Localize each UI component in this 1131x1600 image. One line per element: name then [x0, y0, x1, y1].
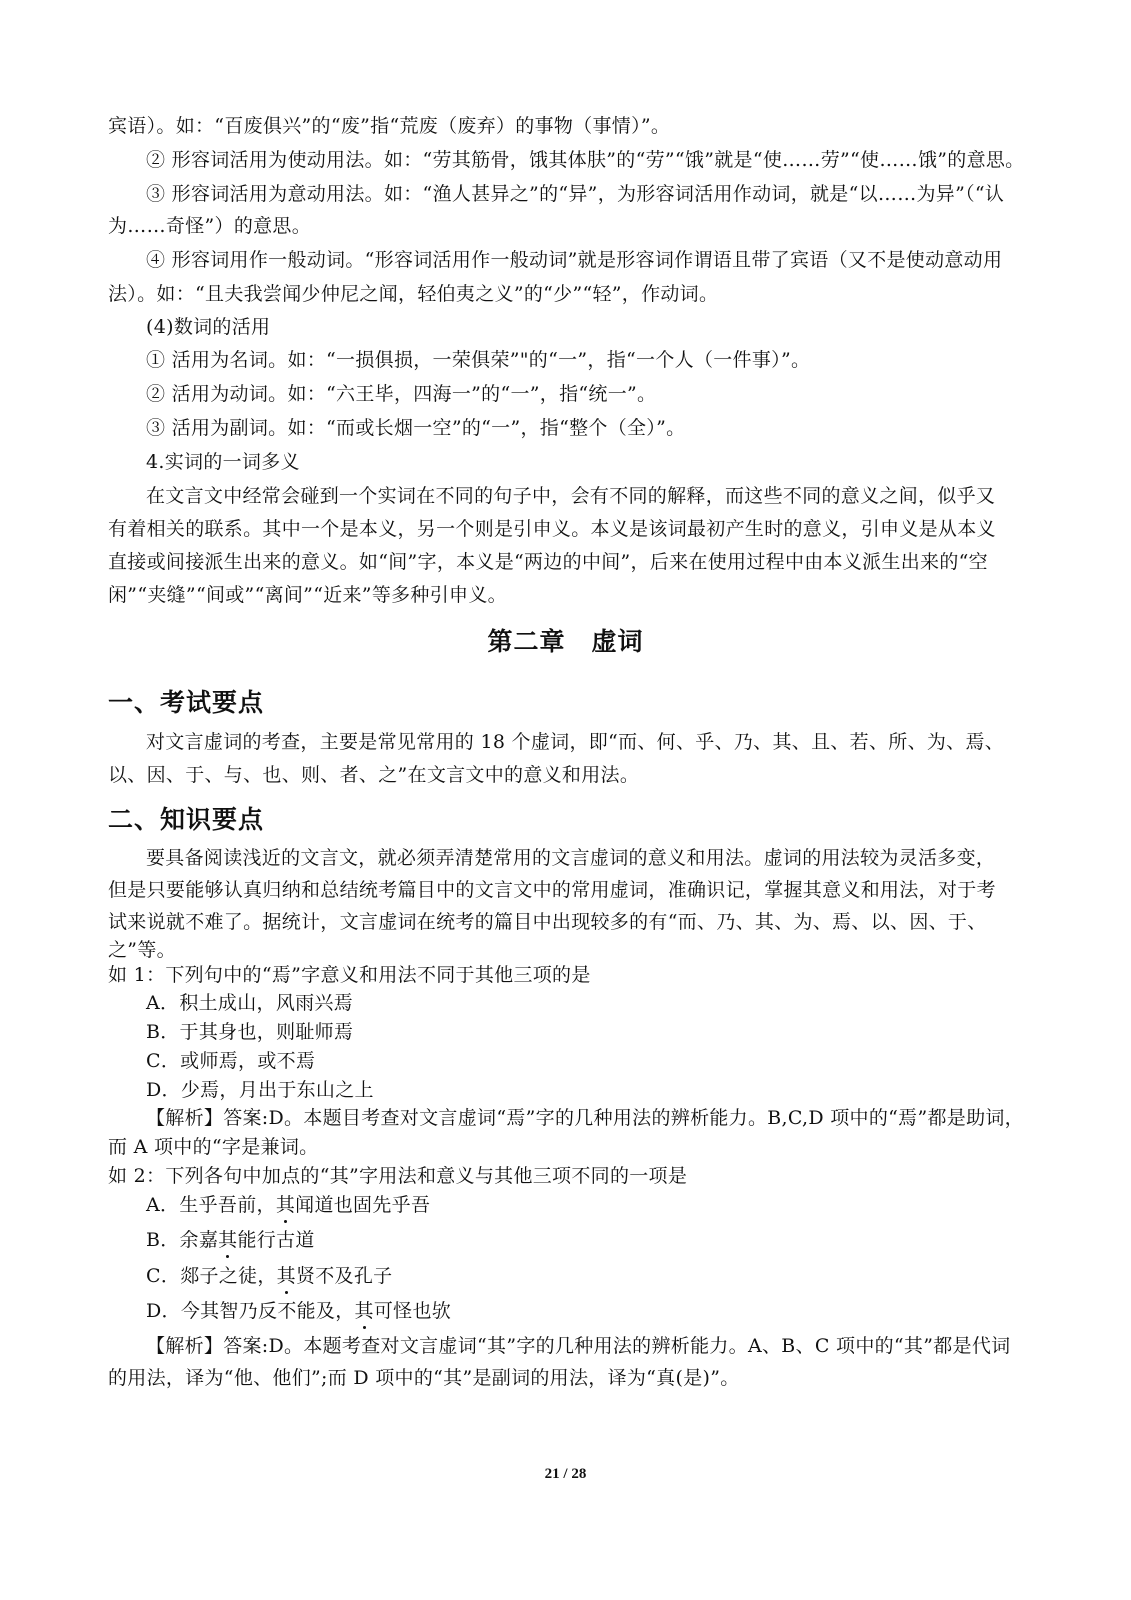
section-heading: 一、考试要点: [108, 688, 265, 717]
text-line: 试来说就不难了。据统计，文言虚词在统考的篇目中出现较多的有“而、乃、其、为、焉、以、因、于、: [108, 911, 987, 933]
text-line: 闲”“夹缝”“间或”“离间”“近来”等多种引申义。: [108, 584, 507, 606]
option-text: C．郯子之徒，: [146, 1265, 277, 1287]
text-line: 法）。如：“且夫我尝闻少仲尼之闻，轻伯夷之义”的“少”“轻”，作动词。: [108, 283, 719, 305]
subsection-heading: 4.实词的一词多义: [146, 451, 300, 473]
text-line: 宾语）。如：“百废俱兴”的“废”指“荒废（废弃）的事物（事情）”。: [108, 115, 671, 137]
analysis-line: 而 A 项中的“字是兼词。: [108, 1136, 319, 1158]
text-line: 之”等。: [108, 939, 176, 961]
text-line: 在文言文中经常会碰到一个实词在不同的句子中，会有不同的解释，而这些不同的意义之间，似乎又: [146, 485, 996, 507]
text-line: 有着相关的联系。其中一个是本义，另一个则是引申义。本义是该词最初产生时的意义，引申义是从本义: [108, 518, 996, 540]
option-text: 贤不及孔子: [295, 1265, 393, 1287]
option-c: C．或师焉，或不焉: [146, 1050, 316, 1072]
option-text: D．今其智乃反不能及，: [146, 1300, 355, 1322]
option-text: 可怪也欤: [373, 1300, 452, 1322]
text-line: 直接或间接派生出来的意义。如“间”字，本义是“两边的中间”，后来在使用过程中由本义派生出来的“空: [108, 551, 988, 573]
analysis-line: 的用法，译为“他、他们”;而 D 项中的“其”是副词的用法，译为“真(是)”。: [108, 1367, 740, 1389]
option-d: D．少焉，月出于东山之上: [146, 1079, 374, 1101]
text-line: 但是只要能够认真归纳和总结统考篇目中的文言文中的常用虚词，准确识记，掌握其意义和用法，对于考: [108, 879, 996, 901]
text-line: 要具备阅读浅近的文言文，就必须弄清楚常用的文言虚词的意义和用法。虚词的用法较为灵活多变，: [146, 847, 996, 869]
option-b: [146, 1228, 1038, 1252]
text-line: ② 活用为动词。如：“六王毕，四海一”的“一”，指“统一”。: [146, 383, 657, 405]
subsection-heading: (4)数词的活用: [146, 316, 271, 338]
text-line: 对文言虚词的考查，主要是常见常用的 18 个虚词，即“而、何、乎、乃、其、且、若、所、为、焉、: [146, 731, 1005, 753]
dotted-character: 其: [218, 1229, 238, 1251]
option-a: A．积土成山，风雨兴焉: [146, 992, 354, 1014]
option-a: [146, 1193, 1038, 1217]
option-text: 能行古道: [237, 1229, 315, 1251]
text-line: ③ 形容词活用为意动用法。如：“渔人甚异之”的“异”，为形容词活用作动词，就是“以……为异”（“认: [146, 183, 1005, 205]
section-heading: 二、知识要点: [108, 805, 265, 834]
example-question: 如 1：下列句中的“焉”字意义和用法不同于其他三项的是: [108, 964, 591, 986]
analysis-line: 【解析】答案:D。本题考查对文言虚词“其”字的几种用法的辨析能力。A、B、C 项中的“其”都是代词: [146, 1335, 1011, 1357]
example-question: 如 2：下列各句中加点的“其”字用法和意义与其他三项不同的一项是: [108, 1165, 688, 1187]
text-line: ① 活用为名词。如：“一损俱损，一荣俱荣”"的“一”，指“一个人（一件事）”。: [146, 349, 811, 371]
option-text: 闻道也固先乎吾: [295, 1194, 431, 1216]
text-line: ③ 活用为副词。如：“而或长烟一空”的“一”，指“整个（全）”。: [146, 417, 686, 439]
page-number: 21 / 28: [544, 1466, 587, 1482]
option-c: [146, 1264, 1038, 1288]
text-line: ② 形容词活用为使动用法。如：“劳其筋骨，饿其体肤”的“劳”“饿”就是“使……劳”“使……饿”的意思。: [146, 149, 1025, 171]
option-text: B．余嘉: [146, 1229, 219, 1251]
option-b: B．于其身也，则耻师焉: [146, 1021, 354, 1043]
analysis-line: 【解析】答案:D。本题目考查对文言虚词“焉”字的几种用法的辨析能力。B,C,D 项中的“焉”都是助词，: [146, 1107, 1024, 1129]
text-line: ④ 形容词用作一般动词。“形容词活用作一般动词”就是形容词作谓语且带了宾语（又不是使动意动用: [146, 249, 1003, 271]
text-line: 以、因、于、与、也、则、者、之”在文言文中的意义和用法。: [108, 764, 640, 786]
dotted-character: 其: [276, 1265, 296, 1287]
option-d: [146, 1299, 1038, 1323]
option-text: A．生乎吾前，: [146, 1194, 276, 1216]
text-line: 为……奇怪”）的意思。: [108, 215, 312, 237]
dotted-character: 其: [354, 1300, 374, 1322]
chapter-title: 第二章 虚词: [487, 627, 644, 656]
dotted-character: 其: [275, 1194, 296, 1216]
